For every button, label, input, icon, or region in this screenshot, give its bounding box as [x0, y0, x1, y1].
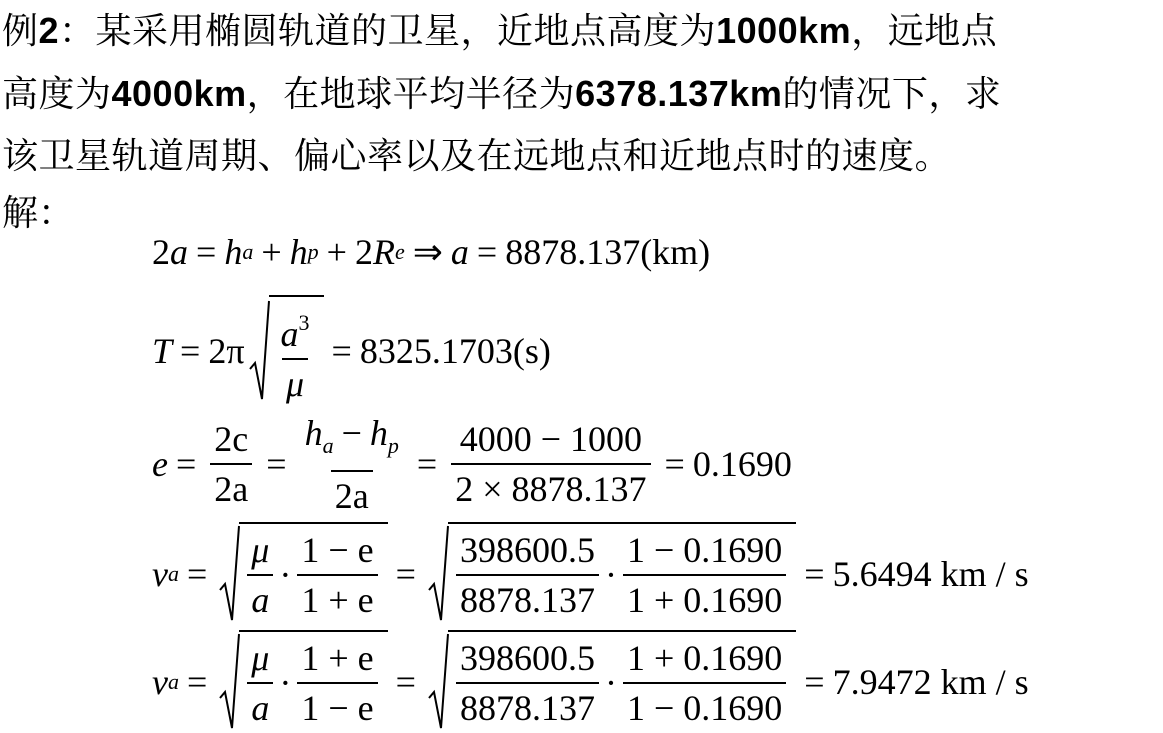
eq-num: 1 − 0.1690: [626, 530, 783, 570]
plus-sign: +: [261, 232, 282, 272]
fraction: [247, 636, 273, 730]
eq-var: h: [224, 232, 243, 272]
radical-sign-icon: [219, 632, 241, 732]
square-root: [219, 524, 387, 624]
fraction: [277, 301, 314, 406]
problem-line-1: [2, 0, 1162, 63]
eq-var: a: [247, 574, 273, 622]
problem-text: 的情况下，求: [782, 74, 1002, 115]
equals-sign: =: [331, 331, 352, 371]
eq-num: 398600.5: [459, 638, 595, 678]
equals-sign: =: [180, 331, 201, 371]
problem-statement: [2, 0, 1162, 188]
equals-sign: =: [186, 554, 208, 594]
problem-line-3: 该卫星轨道周期、偏心率以及在远地点和近地点时的速度。: [2, 136, 952, 177]
eq-result: 5.6494 km / s: [832, 554, 1029, 594]
equation-period: [152, 296, 551, 406]
eq-var: e: [152, 444, 168, 484]
square-root: [428, 524, 796, 624]
eq-var: R: [372, 232, 395, 272]
eq-result: 8325.1703(s): [359, 331, 551, 371]
eq-sub: p: [387, 432, 399, 458]
radical-sign-icon: [428, 524, 450, 624]
equation-eccentricity: [152, 414, 792, 514]
eq-var: a: [450, 232, 469, 272]
square-root: [219, 632, 387, 732]
eq-den: 1 + e: [297, 574, 377, 622]
eq-var: a: [170, 232, 188, 272]
fraction: [297, 636, 377, 730]
equals-sign: =: [804, 554, 825, 594]
implies-arrow: ⇒: [412, 232, 443, 272]
dot-operator: ·: [279, 663, 292, 703]
square-root: [428, 632, 796, 732]
apogee-height: 4000km: [111, 73, 247, 114]
equation-semi-major-axis: [152, 226, 710, 278]
eq-var: h: [289, 232, 308, 272]
eq-den: 8878.137: [456, 574, 599, 622]
eq-var: h: [369, 412, 388, 453]
fraction: [623, 636, 786, 730]
equals-sign: =: [196, 232, 217, 272]
eq-var: T: [152, 331, 173, 371]
problem-text: ，在地球平均半径为: [246, 74, 576, 115]
eq-den: 8878.137: [456, 682, 599, 730]
eq-var: v: [152, 662, 168, 702]
radical-sign-icon: [428, 632, 450, 732]
eq-sub: a: [167, 669, 179, 694]
eq-result: 8878.137(km): [505, 232, 711, 272]
problem-text: 例: [2, 11, 39, 52]
eq-term: 2π: [208, 331, 245, 371]
equals-sign: =: [395, 662, 416, 702]
eq-sub: a: [322, 432, 334, 458]
eq-den: 1 + 0.1690: [623, 574, 786, 622]
plus-sign: +: [326, 232, 347, 272]
eq-den: 1 − e: [297, 682, 377, 730]
eq-num: 1 − e: [301, 530, 374, 570]
eq-den: 2a: [210, 463, 252, 511]
eq-num: 2c: [214, 419, 249, 459]
fraction: [210, 417, 252, 511]
eq-term: 2: [354, 232, 373, 272]
solution-label: 解：: [2, 193, 75, 234]
equation-velocity-apogee: [152, 522, 1029, 626]
equation-velocity-perigee: [152, 630, 1029, 733]
dot-operator: ·: [604, 555, 617, 595]
equals-sign: =: [664, 444, 685, 484]
eq-den: 1 − 0.1690: [623, 682, 786, 730]
earth-radius: 6378.137km: [575, 73, 783, 114]
eq-sub: e: [394, 239, 405, 264]
eq-term: 2: [152, 232, 170, 272]
eq-num: 4000 − 1000: [459, 419, 643, 459]
fraction: [623, 528, 786, 622]
fraction: [451, 417, 650, 511]
eq-sup: 3: [298, 309, 310, 335]
eq-result: 0.1690: [692, 444, 792, 484]
eq-num: 398600.5: [459, 530, 595, 570]
equals-sign: =: [395, 554, 416, 594]
equals-sign: =: [476, 232, 498, 272]
fraction: [456, 528, 599, 622]
eq-den: 2 × 8878.137: [451, 463, 650, 511]
fraction: [247, 528, 273, 622]
eq-var: μ: [282, 358, 308, 406]
dot-operator: ·: [604, 663, 617, 703]
eq-var: a: [280, 313, 299, 354]
fraction: [456, 636, 599, 730]
eq-var: v: [152, 554, 168, 594]
problem-number: 2: [38, 10, 60, 51]
equals-sign: =: [175, 444, 197, 484]
eq-var: μ: [251, 530, 270, 570]
equals-sign: =: [804, 662, 825, 702]
minus-sign: −: [341, 412, 362, 453]
problem-text: ：某采用椭圆轨道的卫星，近地点高度为: [59, 11, 717, 52]
eq-sub: a: [242, 239, 254, 264]
eq-result: 7.9472 km / s: [832, 662, 1029, 702]
radical-sign-icon: [249, 299, 271, 403]
square-root: [249, 297, 324, 406]
eq-num: 1 + 0.1690: [626, 638, 783, 678]
perigee-height: 1000km: [716, 10, 852, 51]
eq-num: 1 + e: [301, 638, 374, 678]
dot-operator: ·: [279, 555, 292, 595]
fraction: [297, 528, 377, 622]
equals-sign: =: [186, 662, 208, 702]
problem-text: ，远地点: [851, 11, 998, 52]
eq-den: 2a: [331, 470, 373, 518]
radical-sign-icon: [219, 524, 241, 624]
problem-line-2: [2, 63, 1162, 126]
eq-var: h: [304, 412, 323, 453]
eq-sub: a: [167, 561, 179, 586]
fraction: [301, 411, 403, 518]
equals-sign: =: [416, 444, 438, 484]
eq-sub: p: [307, 239, 319, 264]
eq-var: μ: [251, 638, 270, 678]
eq-var: a: [247, 682, 273, 730]
equals-sign: =: [266, 444, 287, 484]
problem-text: 高度为: [2, 74, 112, 115]
